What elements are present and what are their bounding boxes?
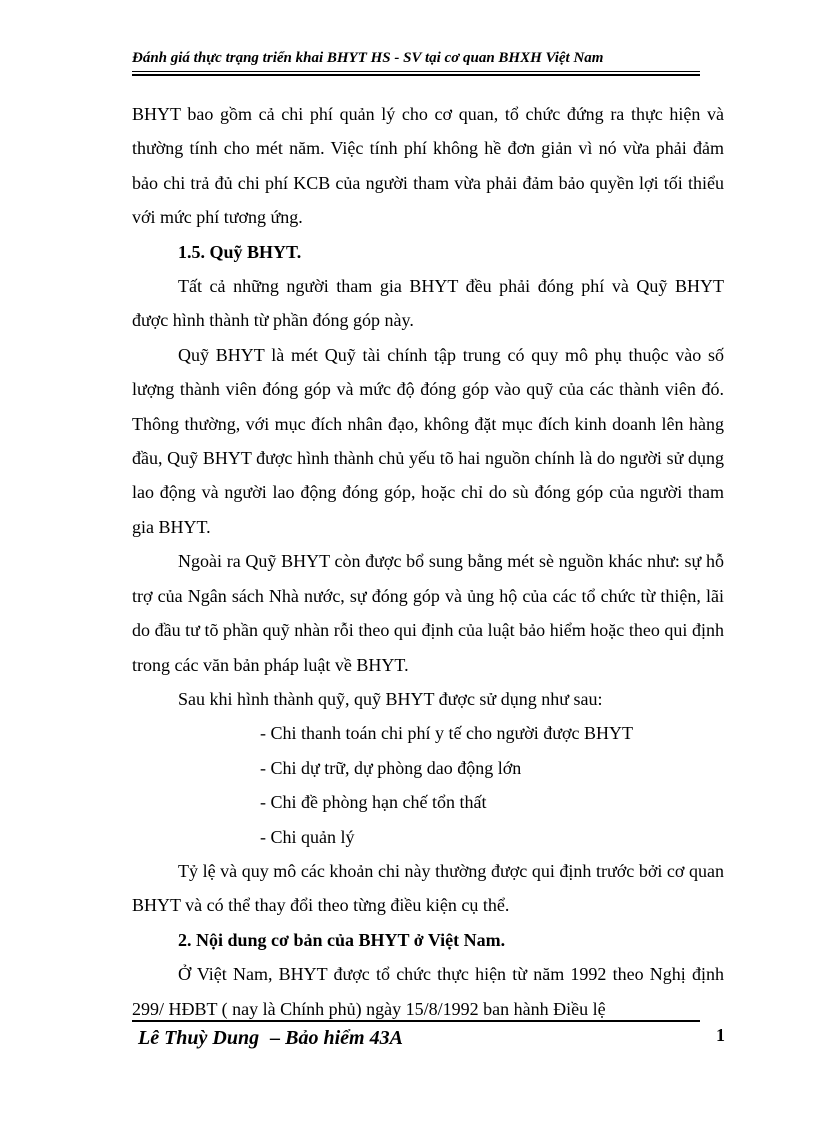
page-body [132,97,724,1026]
paragraph: BHYT bao gồm cả chi phí quản lý cho cơ quan, tổ chức đứng ra thực hiện và thường tính cho mét năm. Việc tính phí không hề đơn giản vì nó vừa phải đảm bảo chi trả đủ chi phí KCB của người tham vừa phải đảm bảo quyền lợi tối thiểu với mức phí tương ứng. [132,104,724,228]
paragraph: Tất cả những người tham gia BHYT đều phải đóng phí và Quỹ BHYT được hình thành từ phần đóng góp này. [132,276,724,331]
footer-author [138,1027,403,1050]
author-class: – Bảo hiểm 43A [270,1027,403,1049]
running-header: Đánh giá thực trạng triển khai BHYT HS - SV tại cơ quan BHXH Việt Nam [132,50,604,66]
list-item: - Chi thanh toán chi phí y tế cho người được BHYT [260,723,633,744]
paragraph: Quỹ BHYT là mét Quỹ tài chính tập trung có quy mô phụ thuộc vào số lượng thành viên đóng góp và mức độ đóng góp vào quỹ của các thành viên đó. Thông thường, với mục đích nhân đạo, không đặt mục đích kinh doanh lên hàng đầu, Quỹ BHYT được hình thành chủ yếu tõ hai nguồn chính là do người sử dụng lao động và người lao động đóng góp, hoặc chỉ do sù đóng góp của người tham gia BHYT. [132,344,724,537]
page-number: 1 [716,1025,725,1045]
list-item: - Chi quản lý [260,826,355,847]
header-rule-thick [132,74,700,76]
list-item: - Chi dự trữ, dự phòng dao động lớn [260,757,522,778]
paragraph: Sau khi hình thành quỹ, quỹ BHYT được sử dụng như sau: [178,688,603,709]
header-rule-thin [132,71,700,72]
list-item: - Chi đề phòng hạn chế tổn thất [260,792,487,813]
paragraph: Ở Việt Nam, BHYT được tổ chức thực hiện từ năm 1992 theo Nghị định 299/ HĐBT ( nay là Chính phủ) ngày 15/8/1992 ban hành Điều lệ [132,964,724,1019]
paragraph: Ngoài ra Quỹ BHYT còn được bổ sung bằng mét sè nguồn khác như: sự hỗ trợ của Ngân sách Nhà nước, sự đóng góp và ủng hộ của các tổ chức từ thiện, lãi do đầu tư tõ phần quỹ nhàn rỗi theo qui định của luật bảo hiểm hoặc theo qui định trong các văn bản pháp luật về BHYT. [132,551,724,675]
section-heading: 2. Nội dung cơ bản của BHYT ở Việt Nam. [178,929,506,950]
section-heading: 1.5. Quỹ BHYT. [178,241,302,262]
paragraph: Tỷ lệ và quy mô các khoản chi này thường được qui định trước bởi cơ quan BHYT và có thể thay đổi theo từng điều kiện cụ thể. [132,860,724,916]
author-name: Lê Thuỳ Dung [138,1027,260,1049]
footer-rule [132,1020,700,1022]
